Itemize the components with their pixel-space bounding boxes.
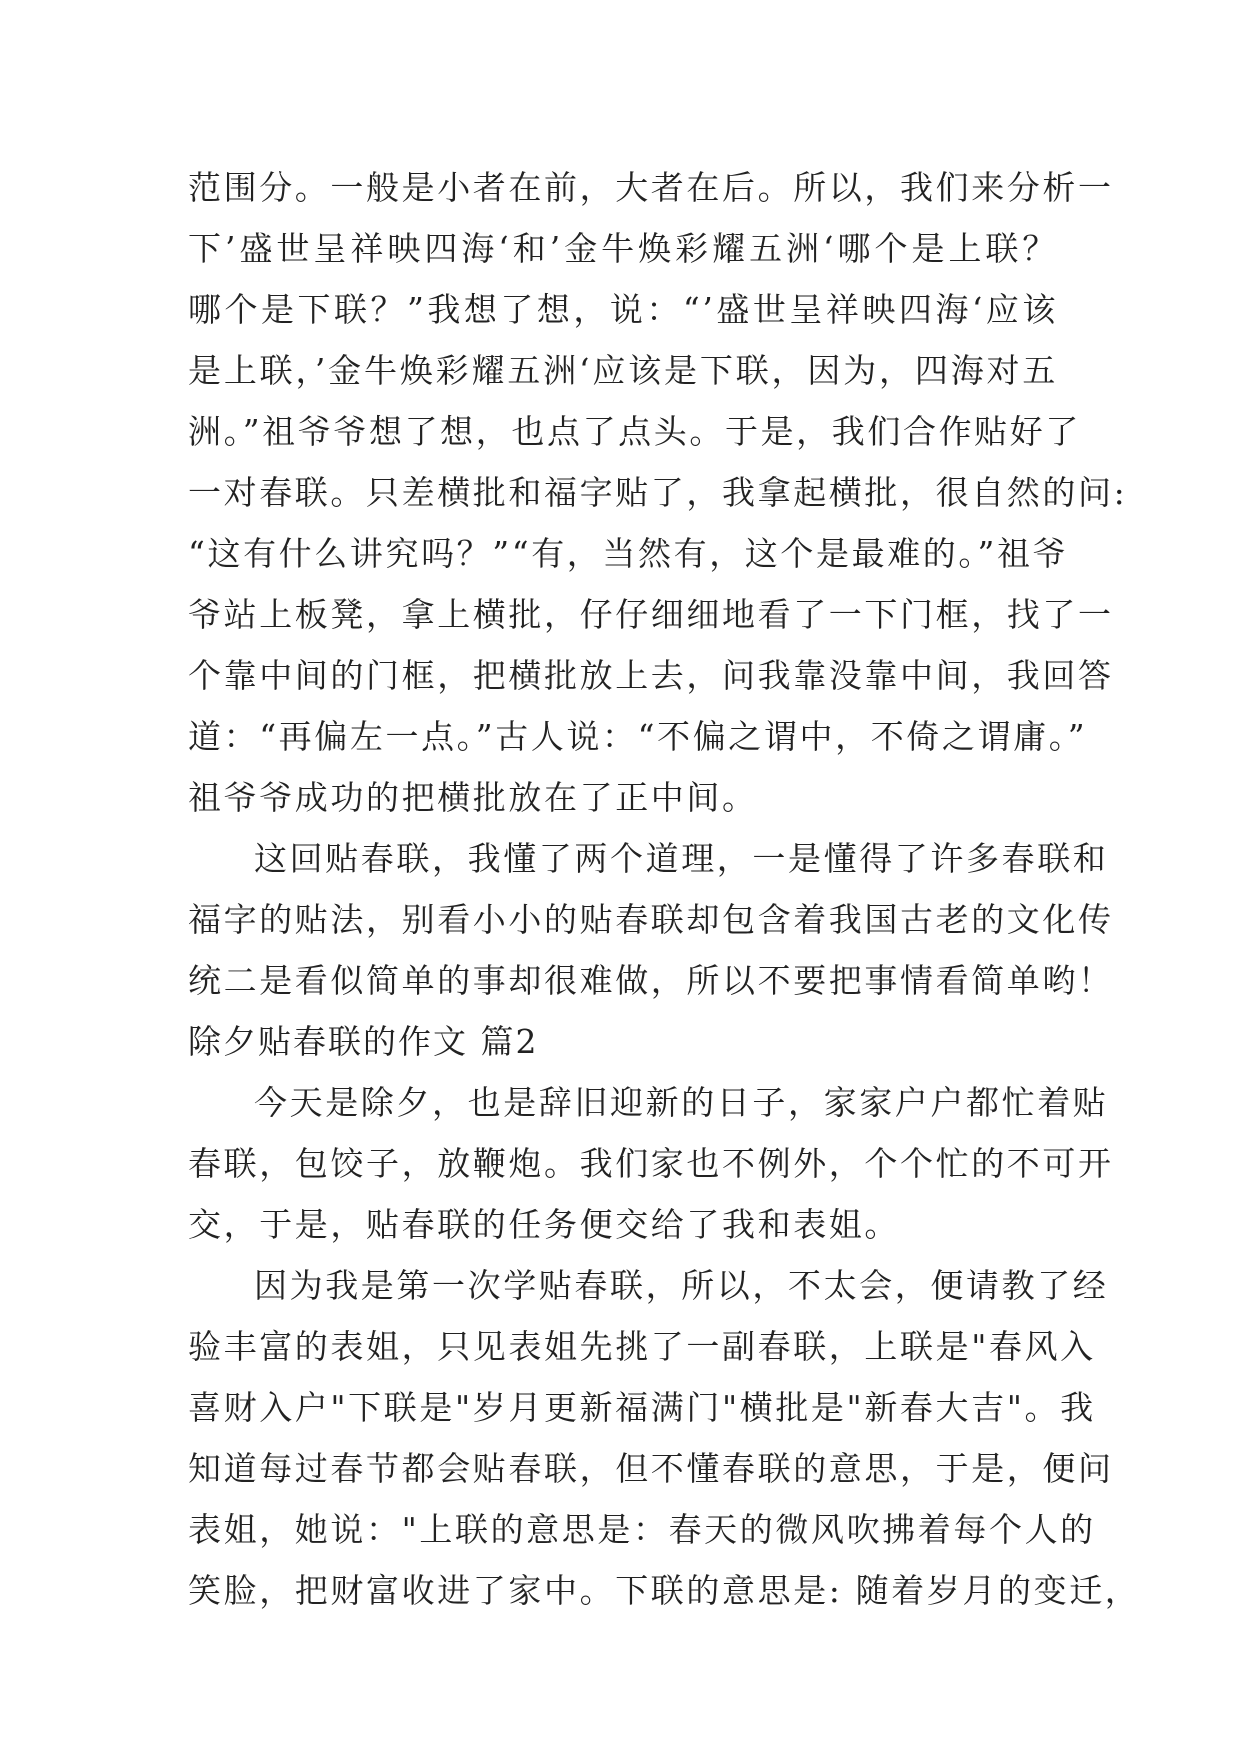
text-line: 哪个是下联？”我想了想，说：“’盛世呈祥映四海‘应该	[188, 290, 1058, 329]
text-line: 范围分。一般是小者在前，大者在后。所以，我们来分析一	[188, 168, 1114, 207]
text-line: 洲。”祖爷爷想了想，也点了点头。于是，我们合作贴好了	[188, 412, 1081, 451]
text-line: 爷站上板凳，拿上横批，仔仔细细地看了一下门框，找了一	[188, 595, 1114, 634]
text-line: 因为我是第一次学贴春联，所以，不太会，便请教了经	[254, 1266, 1109, 1305]
text-line: 交，于是，贴春联的任务便交给了我和表姐。	[188, 1205, 900, 1244]
text-line: 知道每过春节都会贴春联，但不懂春联的意思，于是，便问	[188, 1449, 1114, 1488]
text-line: 祖爷爷成功的把横批放在了正中间。	[188, 778, 758, 817]
text-line: 是上联，’金牛焕彩耀五洲‘应该是下联，因为，四海对五	[188, 351, 1058, 390]
document-body	[188, 157, 1141, 1621]
text-line: 统二是看似简单的事却很难做，所以不要把事情看简单哟！	[188, 961, 1114, 1000]
text-line: 验丰富的表姐，只见表姐先挑了一副春联，上联是"春风入	[188, 1327, 1096, 1366]
text-line: 一对春联。只差横批和福字贴了，我拿起横批，很自然的问:	[188, 473, 1128, 512]
text-line: “这有什么讲究吗？”“有，当然有，这个是最难的。”祖爷	[188, 534, 1069, 573]
text-line: 笑脸，把财富收进了家中。下联的意思是: 随着岁月的变迁，	[188, 1571, 1141, 1610]
section-heading: 除夕贴春联的作文 篇2	[188, 1022, 539, 1061]
paragraph-3	[188, 1072, 1114, 1255]
text-line: 福字的贴法，别看小小的贴春联却包含着我国古老的文化传	[188, 900, 1114, 939]
text-line: 今天是除夕，也是辞旧迎新的日子，家家户户都忙着贴	[254, 1083, 1109, 1122]
text-line: 个靠中间的门框，把横批放上去，问我靠没靠中间，我回答	[188, 656, 1114, 695]
paragraph-4	[188, 1255, 1141, 1621]
text-line: 这回贴春联，我懂了两个道理，一是懂得了许多春联和	[254, 839, 1109, 878]
text-line: 下’盛世呈祥映四海‘和’金牛焕彩耀五洲‘哪个是上联？	[188, 229, 1058, 268]
paragraph-2	[188, 828, 1114, 1011]
text-line: 春联，包饺子，放鞭炮。我们家也不例外，个个忙的不可开	[188, 1144, 1114, 1183]
paragraph-1	[188, 157, 1128, 828]
text-line: 表姐，她说："上联的意思是：春天的微风吹拂着每个人的	[188, 1510, 1096, 1549]
text-line: 喜财入户"下联是"岁月更新福满门"横批是"新春大吉"。我	[188, 1388, 1096, 1427]
text-line: 道：“再偏左一点。”古人说：“不偏之谓中，不倚之谓庸。”	[188, 717, 1088, 756]
